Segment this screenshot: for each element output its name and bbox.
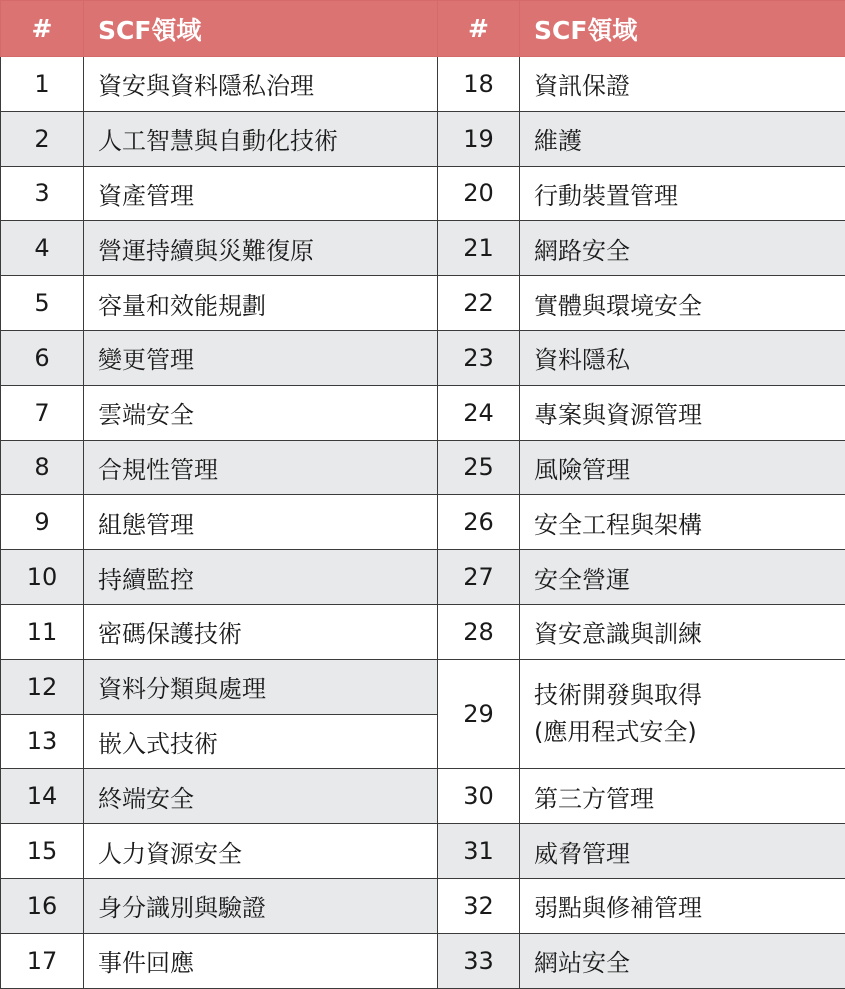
domain-name: 資產管理	[84, 166, 438, 221]
row-number: 33	[438, 933, 520, 988]
domain-name: 組態管理	[84, 495, 438, 550]
table-row	[1, 495, 845, 550]
header-number-right: #	[438, 1, 520, 57]
domain-name: 資安意識與訓練	[520, 604, 845, 659]
header-domain-right: SCF領域	[520, 1, 845, 57]
row-number: 1	[1, 57, 84, 112]
domain-name: 維護	[520, 111, 845, 166]
domain-name: 資料隱私	[520, 330, 845, 385]
domain-name: 安全營運	[520, 550, 845, 605]
domain-name: 人工智慧與自動化技術	[84, 111, 438, 166]
row-number: 32	[438, 878, 520, 933]
row-number: 18	[438, 57, 520, 112]
table-row	[1, 57, 845, 112]
domain-name: 變更管理	[84, 330, 438, 385]
domain-name: 人力資源安全	[84, 824, 438, 879]
domain-name: 專案與資源管理	[520, 385, 845, 440]
domain-name: 密碼保護技術	[84, 604, 438, 659]
row-number: 21	[438, 221, 520, 276]
header-domain-left: SCF領域	[84, 1, 438, 57]
domain-name: 資安與資料隱私治理	[84, 57, 438, 112]
table-row	[1, 824, 845, 879]
table-row	[1, 769, 845, 824]
domain-name: 安全工程與架構	[520, 495, 845, 550]
domain-name: 資料分類與處理	[84, 659, 438, 714]
row-number: 24	[438, 385, 520, 440]
domain-name: 風險管理	[520, 440, 845, 495]
table-row	[1, 440, 845, 495]
row-number: 2	[1, 111, 84, 166]
table-row	[1, 221, 845, 276]
table-row	[1, 933, 845, 988]
domain-name: 資訊保證	[520, 57, 845, 112]
table-row	[1, 659, 845, 714]
row-number: 28	[438, 604, 520, 659]
domain-name: 威脅管理	[520, 824, 845, 879]
row-number: 6	[1, 330, 84, 385]
row-number: 23	[438, 330, 520, 385]
row-number: 27	[438, 550, 520, 605]
domain-name: 容量和效能規劃	[84, 276, 438, 331]
row-number: 4	[1, 221, 84, 276]
row-number: 9	[1, 495, 84, 550]
row-number: 13	[1, 714, 84, 769]
row-number: 16	[1, 878, 84, 933]
table-row	[1, 276, 845, 331]
row-number: 8	[1, 440, 84, 495]
domain-name: 身分識別與驗證	[84, 878, 438, 933]
domain-name-line-2: (應用程式安全)	[534, 714, 845, 751]
table-row	[1, 111, 845, 166]
row-number: 31	[438, 824, 520, 879]
row-number: 10	[1, 550, 84, 605]
row-number: 30	[438, 769, 520, 824]
table-row	[1, 604, 845, 659]
row-number: 11	[1, 604, 84, 659]
domain-name: 營運持續與災難復原	[84, 221, 438, 276]
table-row	[1, 330, 845, 385]
row-number: 17	[1, 933, 84, 988]
header-number-left: #	[1, 1, 84, 57]
table-row	[1, 878, 845, 933]
domain-name: 第三方管理	[520, 769, 845, 824]
row-number: 12	[1, 659, 84, 714]
row-number: 26	[438, 495, 520, 550]
row-number: 14	[1, 769, 84, 824]
domain-name: 行動裝置管理	[520, 166, 845, 221]
domain-name: 雲端安全	[84, 385, 438, 440]
table-row	[1, 166, 845, 221]
row-number: 22	[438, 276, 520, 331]
row-number: 20	[438, 166, 520, 221]
domain-name: 網站安全	[520, 933, 845, 988]
domain-name-merged	[520, 659, 845, 769]
table-header-row	[1, 1, 845, 57]
domain-name: 實體與環境安全	[520, 276, 845, 331]
domain-name: 網路安全	[520, 221, 845, 276]
domain-name-line-1: 技術開發與取得	[534, 677, 845, 714]
row-number: 25	[438, 440, 520, 495]
row-number: 7	[1, 385, 84, 440]
row-number: 29	[438, 659, 520, 769]
table-row	[1, 550, 845, 605]
domain-name: 事件回應	[84, 933, 438, 988]
row-number: 15	[1, 824, 84, 879]
table-row	[1, 385, 845, 440]
row-number: 5	[1, 276, 84, 331]
row-number: 19	[438, 111, 520, 166]
domain-name: 弱點與修補管理	[520, 878, 845, 933]
domain-name: 持續監控	[84, 550, 438, 605]
domain-name: 嵌入式技術	[84, 714, 438, 769]
row-number: 3	[1, 166, 84, 221]
domain-name: 終端安全	[84, 769, 438, 824]
domain-name: 合規性管理	[84, 440, 438, 495]
